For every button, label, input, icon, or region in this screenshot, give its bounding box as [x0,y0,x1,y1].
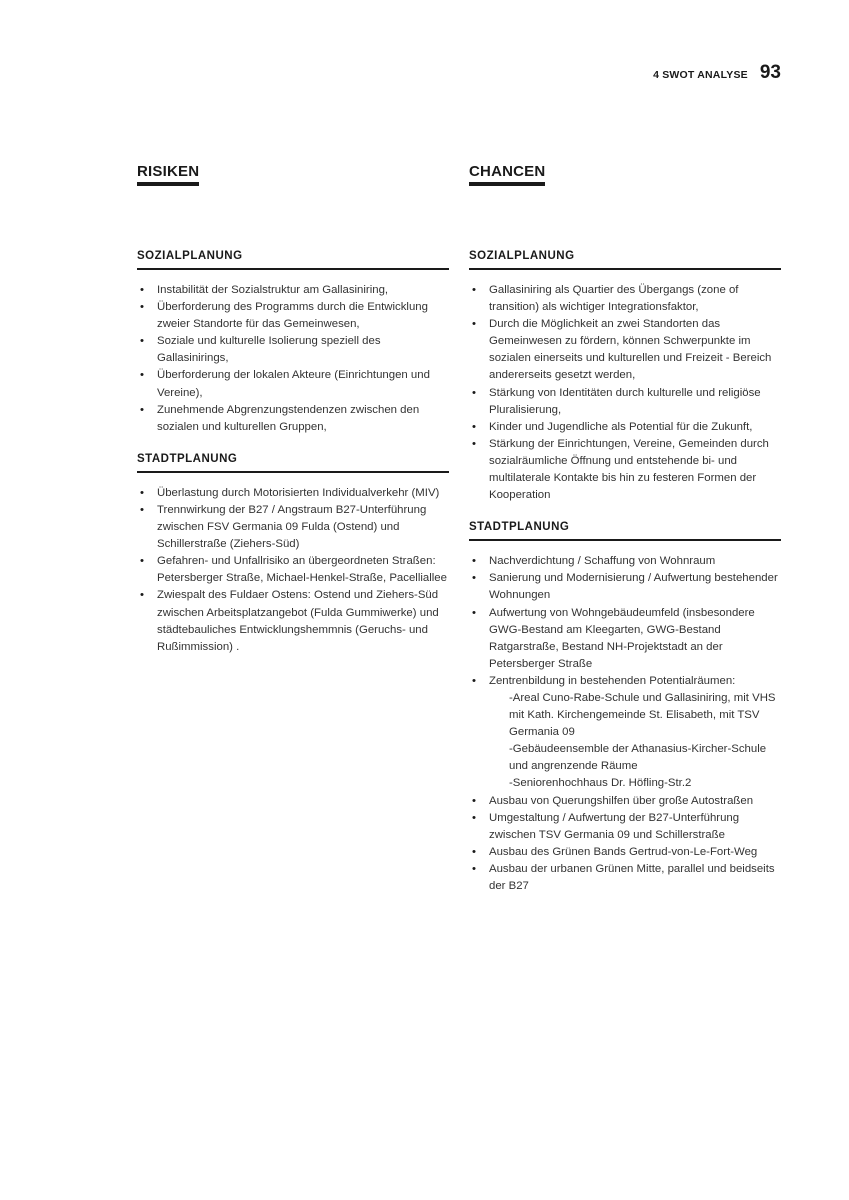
list-item: • Stärkung von Identitäten durch kulturelle und religiöse Pluralisierung, [469,385,781,419]
list-item: • Ausbau von Querungshilfen über große Autostraßen [469,793,781,810]
list-item: • Sanierung und Modernisierung / Aufwertung bestehender Wohnungen [469,570,781,604]
list-item: • Kinder und Jugendliche als Potential für die Zukunft, [469,419,781,436]
chancen-stadt-list [469,553,781,895]
list-item: • Durch die Möglichkeit an zwei Standorten das Gemeinwesen zu fördern, können Schwerpunkte im sozialen einerseits und kulturellen und Freizeit - Bereich andererseits gesetzt werden, [469,316,781,384]
chancen-sozial-heading: SOZIALPLANUNG [469,250,781,270]
list-item-text: Zentrenbildung in bestehenden Potentialräumen: [489,674,736,687]
list-item: • Ausbau des Grünen Bands Gertrud-von-Le-Fort-Weg [469,844,781,861]
list-item: • Instabilität der Sozialstruktur am Gallasiniring, [137,282,449,299]
page-number: 93 [759,62,781,83]
list-item: • Überforderung der lokalen Akteure (Einrichtungen und Vereine), [137,367,449,401]
risiken-column [137,163,449,656]
list-item: • Trennwirkung der B27 / Angstraum B27-Unterführung zwischen FSV Germania 09 Fulda (Ostend) und Schillerstraße (Ziehers-Süd) [137,502,449,553]
list-item [469,673,781,793]
list-item: • Zunehmende Abgrenzungstendenzen zwischen den sozialen und kulturellen Gruppen, [137,402,449,436]
risiken-title: RISIKEN [137,163,199,186]
list-item: • Überforderung des Programms durch die Entwicklung zweier Standorte für das Gemeinwesen, [137,299,449,333]
list-item: • Soziale und kulturelle Isolierung speziell des Gallasinirings, [137,333,449,367]
risiken-stadt-heading: STADTPLANUNG [137,453,449,473]
running-head [653,62,781,84]
list-item: • Gallasiniring als Quartier des Übergangs (zone of transition) als wichtiger Integrationsfaktor, [469,282,781,316]
chancen-stadt-heading: STADTPLANUNG [469,521,781,541]
chancen-column [469,163,781,895]
list-item: • Überlastung durch Motorisierten Individualverkehr (MIV) [137,485,449,502]
list-item: • Gefahren- und Unfallrisiko an übergeordneten Straßen: Petersberger Straße, Michael-Henkel-Straße, Pacelliallee [137,553,449,587]
list-item: • Nachverdichtung / Schaffung von Wohnraum [469,553,781,570]
sub-item: -Areal Cuno-Rabe-Schule und Gallasiniring, mit VHS mit Kath. Kirchengemeinde St. Elisabeth, mit TSV Germania 09 [509,691,776,739]
risiken-sozial-list [137,282,449,436]
list-item: • Zwiespalt des Fuldaer Ostens: Ostend und Ziehers-Süd zwischen Arbeitsplatzangebot (Fulda Gummiwerke) und städtebauliches Entwicklungshemmnis (Geruchs- und Rußimmission) . [137,587,449,655]
list-item: • Stärkung der Einrichtungen, Vereine, Gemeinden durch sozialräumliche Öffnung und entstehende bi- und multilaterale Kontakte bis hin zu festeren Formen der Kooperation [469,436,781,504]
chapter-label: 4 SWOT ANALYSE [653,69,748,81]
list-item: • Ausbau der urbanen Grünen Mitte, parallel und beidseits der B27 [469,861,781,895]
list-item: • Aufwertung von Wohngebäudeumfeld (insbesondere GWG-Bestand am Kleegarten, GWG-Bestand Ratgarstraße, Bestand NH-Projektstadt an der Petersberger Straße [469,605,781,673]
sub-item: -Gebäudeensemble der Athanasius-Kircher-Schule und angrenzende Räume [509,743,767,773]
risiken-sozial-heading: SOZIALPLANUNG [137,250,449,270]
risiken-stadt-list [137,485,449,656]
sub-item: -Seniorenhochhaus Dr. Höfling-Str.2 [509,777,692,790]
list-item: • Umgestaltung / Aufwertung der B27-Unterführung zwischen TSV Germania 09 und Schillerstraße [469,810,781,844]
chancen-sozial-list [469,282,781,504]
chancen-title: CHANCEN [469,163,545,186]
